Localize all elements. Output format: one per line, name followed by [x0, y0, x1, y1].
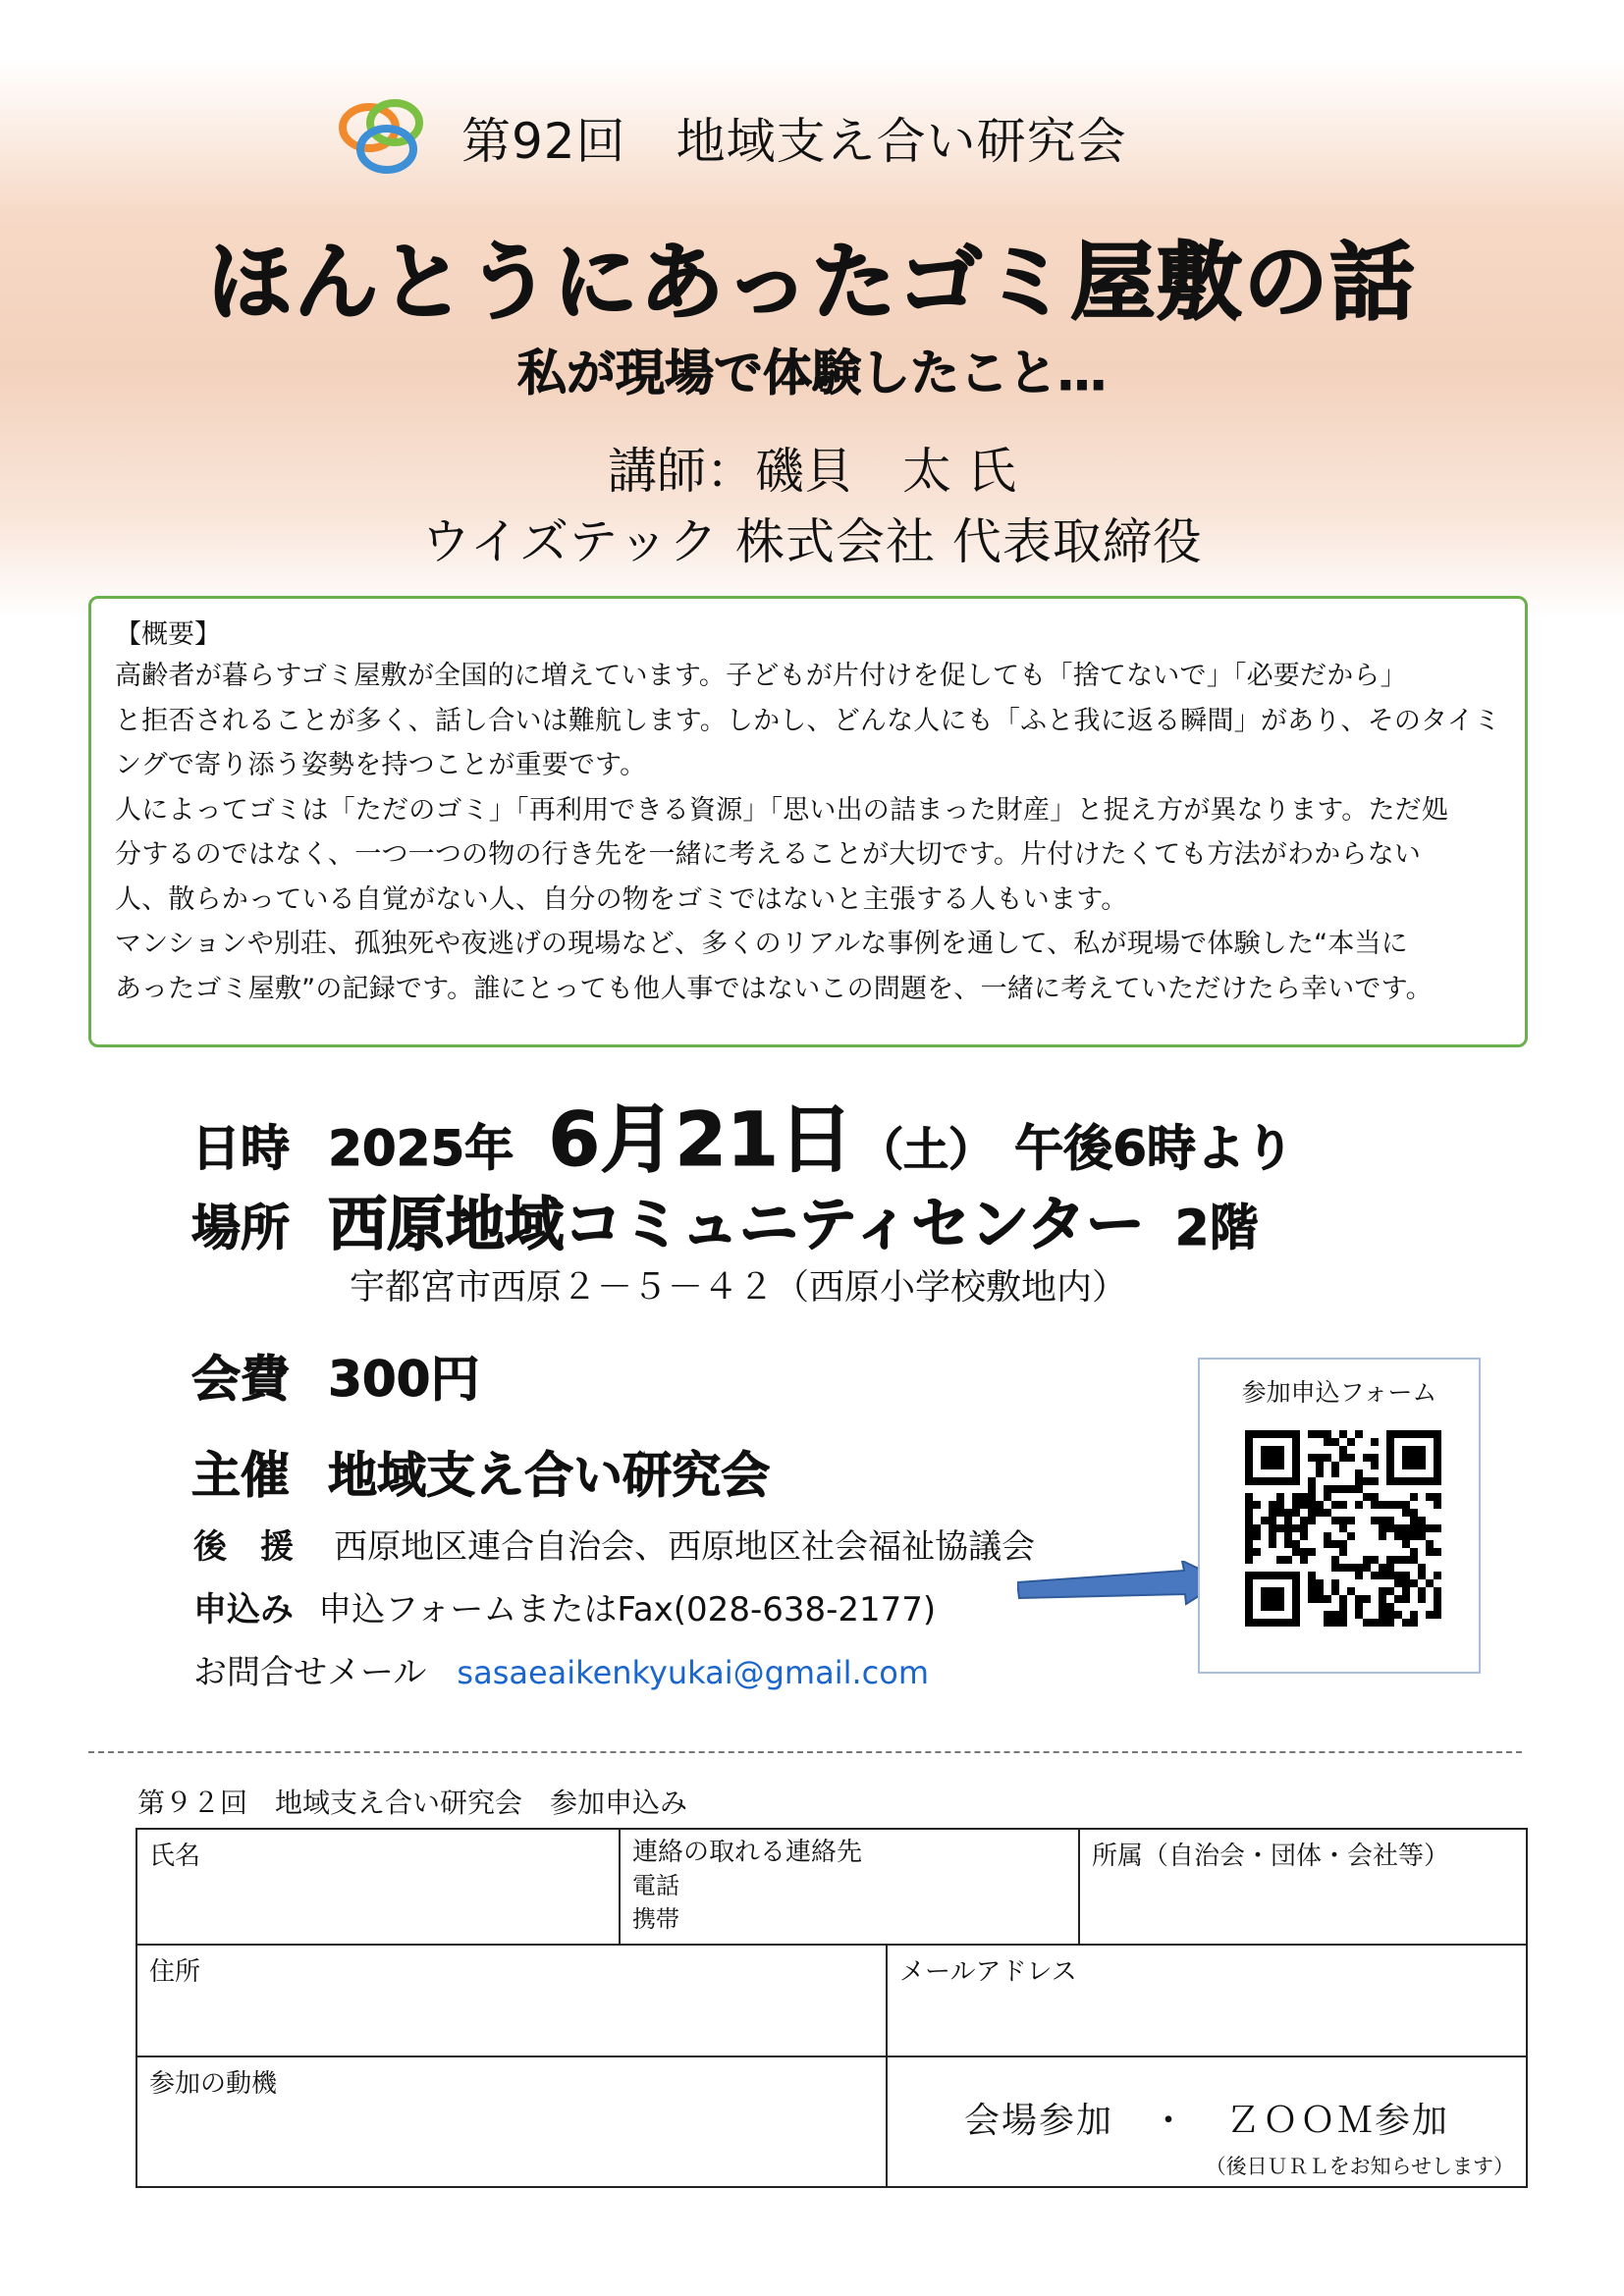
- form-mobile-label: 携帯: [632, 1905, 679, 1933]
- contact-label: お問合せメール: [193, 1653, 427, 1692]
- qr-code-icon[interactable]: [1245, 1430, 1441, 1627]
- lecturer-affiliation: ウイズテック 株式会社 代表取締役: [421, 513, 1203, 570]
- cut-line-divider: [88, 1751, 1522, 1753]
- form-address-field[interactable]: [136, 1945, 887, 2056]
- form-name-field[interactable]: [136, 1829, 620, 1945]
- qr-code-panel: [1198, 1358, 1481, 1674]
- series-title: 第92回 地域支え合い研究会: [461, 113, 1127, 170]
- fee-value: 300円: [328, 1351, 480, 1408]
- venue-address: 宇都宮市西原２－５－４２（西原小学校敷地内）: [350, 1267, 1128, 1308]
- venue-row: [191, 1178, 1259, 1262]
- host-label: 主催: [191, 1447, 290, 1504]
- date-year: 2025年: [328, 1120, 514, 1177]
- apply-value: 申込フォームまたはFax(028-638-2177): [318, 1590, 937, 1629]
- contact-email-link[interactable]: sasaeaikenkyukai@gmail.com: [457, 1654, 929, 1691]
- summary-line: と拒否されることが多く、話し合いは難航します。しかし、どんな人にも「ふと我に返る瞬間」があり、そのタイミ: [115, 705, 1501, 736]
- form-motive-field[interactable]: [136, 2056, 887, 2187]
- date-month-day: 6月21日: [548, 1095, 854, 1183]
- form-address-label: 住所: [149, 1957, 201, 1987]
- summary-line: 人、散らかっている自覚がない人、自分の物をゴミではないと主張する人もいます。: [115, 883, 1128, 915]
- support-label: 後 援: [193, 1527, 294, 1567]
- form-contact-field[interactable]: [620, 1829, 1079, 1945]
- host-row: [191, 1436, 770, 1507]
- form-name-label: 氏名: [149, 1842, 201, 1871]
- form-affiliation-label: 所属（自治会・団体・会社等）: [1092, 1842, 1450, 1871]
- summary-line: 高齢者が暮らすゴミ屋敷が全国的に増えています。子どもが片付けを促しても「捨てないで」「必要だから」: [115, 661, 1407, 691]
- support-value: 西原地区連合自治会、西原地区社会福祉協議会: [334, 1527, 1036, 1567]
- summary-line: マンションや別荘、孤独死や夜逃げの現場など、多くのリアルな事例を通して、私が現場で体験した“本当に: [115, 929, 1408, 959]
- logo-rings-icon: [334, 90, 432, 179]
- lecturer: 講師：磯貝 太 氏: [608, 443, 1016, 500]
- date-label: 日時: [191, 1120, 290, 1177]
- form-title: 第９２回 地域支え合い研究会 参加申込み: [137, 1787, 688, 1819]
- form-email-field[interactable]: [887, 1945, 1527, 2056]
- form-contact-label: 連絡の取れる連絡先: [632, 1838, 863, 1867]
- form-affiliation-field[interactable]: [1079, 1829, 1527, 1945]
- apply-label: 申込み: [193, 1590, 294, 1629]
- summary-heading: 【概要】: [115, 619, 221, 650]
- summary-line: ングで寄り添う姿勢を持つことが重要です。: [115, 750, 647, 780]
- host-value: 地域支え合い研究会: [328, 1447, 771, 1504]
- support-row: [193, 1520, 1035, 1568]
- participation-note: （後日ＵＲＬをお知らせします）: [1205, 2155, 1515, 2178]
- summary-line: あったゴミ屋敷”の記録です。誰にとっても他人事ではないこの問題を、一緒に考えていただけたら幸いです。: [115, 973, 1433, 1004]
- fee-row: [191, 1340, 479, 1411]
- form-motive-label: 参加の動機: [149, 2069, 278, 2099]
- summary-line: 人によってゴミは「ただのゴミ」「再利用できる資源」「思い出の詰まった財産」と捉え方が異なります。ただ処: [115, 794, 1449, 826]
- venue-label: 場所: [191, 1200, 290, 1256]
- form-phone-label: 電話: [632, 1872, 679, 1899]
- summary-line: 分するのではなく、一つ一つの物の行き先を一緒に考えることが大切です。片付けたくても方法がわからない: [115, 839, 1422, 870]
- form-participation-field[interactable]: [887, 2056, 1527, 2187]
- venue-floor: 2階: [1174, 1200, 1259, 1256]
- venue-name: 西原地域コミュニティセンター: [328, 1191, 1145, 1259]
- subtitle: 私が現場で体験したこと…: [517, 345, 1107, 401]
- form-email-label: メールアドレス: [899, 1957, 1077, 1987]
- date-time: 午後6時より: [1014, 1120, 1294, 1177]
- fee-label: 会費: [191, 1351, 290, 1408]
- apply-row: [193, 1582, 936, 1630]
- summary-box: [88, 596, 1528, 1047]
- main-title: ほんとうにあったゴミ屋敷の話: [207, 234, 1417, 332]
- contact-row: [193, 1645, 929, 1693]
- date-weekday: （土）: [858, 1123, 995, 1176]
- arrow-right-icon: [1017, 1561, 1223, 1610]
- application-form-table: [135, 1828, 1528, 2188]
- date-row: [191, 1080, 1294, 1187]
- participation-options[interactable]: 会場参加 ・ ＺＯＯＭ参加: [964, 2101, 1450, 2141]
- qr-caption: 参加申込フォーム: [1241, 1378, 1437, 1407]
